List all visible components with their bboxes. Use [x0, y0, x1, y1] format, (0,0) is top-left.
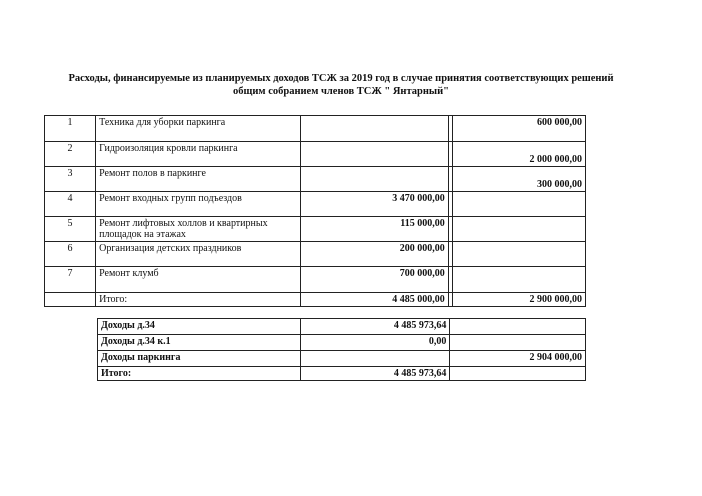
row-number: 2: [45, 142, 96, 167]
table-row: [98, 319, 586, 335]
row-description: Организация детских праздников: [96, 242, 301, 267]
row-description: Ремонт клумб: [96, 267, 301, 293]
amount-col-a: 3 470 000,00: [301, 192, 448, 217]
income-col-a: 0,00: [300, 335, 449, 351]
table-row: [45, 167, 586, 192]
row-description: Ремонт входных групп подъездов: [96, 192, 301, 217]
amount-col-a: 115 000,00: [301, 217, 448, 242]
income-total-label: Итого:: [98, 367, 301, 381]
row-description: Ремонт лифтовых холлов и квартирных площадок на этажах: [96, 217, 301, 242]
income-description: Доходы д.34 к.1: [98, 335, 301, 351]
row-description: Ремонт полов в паркинге: [96, 167, 301, 192]
table-row: [45, 267, 586, 293]
total-label: Итого:: [96, 293, 301, 307]
income-total-col-a: 4 485 973,64: [300, 367, 449, 381]
row-number: 4: [45, 192, 96, 217]
total-col-b: 2 900 000,00: [452, 293, 585, 307]
amount-col-b: 2 000 000,00: [452, 142, 585, 167]
table-row: [45, 217, 586, 242]
row-number: 5: [45, 217, 96, 242]
amount-col-b: 300 000,00: [452, 167, 585, 192]
amount-col-a: [301, 167, 448, 192]
amount-col-a: [301, 116, 448, 142]
amount-col-b: 600 000,00: [452, 116, 585, 142]
table-row: [45, 242, 586, 267]
expenses-table: [44, 115, 586, 307]
income-col-a: 4 485 973,64: [300, 319, 449, 335]
amount-col-b: [452, 217, 585, 242]
amount-col-b: [452, 192, 585, 217]
income-total-col-b: [450, 367, 586, 381]
title-line-2: общим собранием членов ТСЖ " Янтарный": [233, 86, 449, 97]
amount-col-b: [452, 242, 585, 267]
amount-col-a: 700 000,00: [301, 267, 448, 293]
row-number: 3: [45, 167, 96, 192]
total-row: [45, 293, 586, 307]
title-line-1: Расходы, финансируемые из планируемых доходов ТСЖ за 2019 год в случае принятия соответствующих решений: [68, 73, 614, 84]
income-col-b: 2 904 000,00: [450, 351, 586, 367]
row-description: Техника для уборки паркинга: [96, 116, 301, 142]
table-row: [45, 116, 586, 142]
amount-col-a: 200 000,00: [301, 242, 448, 267]
income-description: Доходы паркинга: [98, 351, 301, 367]
income-col-a: [300, 351, 449, 367]
row-number: [45, 293, 96, 307]
total-row: [98, 367, 586, 381]
row-number: 6: [45, 242, 96, 267]
total-col-a: 4 485 000,00: [301, 293, 448, 307]
table-row: [45, 142, 586, 167]
document-title: [20, 72, 662, 98]
table-row: [98, 351, 586, 367]
income-table: [97, 318, 586, 381]
row-number: 7: [45, 267, 96, 293]
amount-col-a: [301, 142, 448, 167]
income-description: Доходы д.34: [98, 319, 301, 335]
row-description: Гидроизоляция кровли паркинга: [96, 142, 301, 167]
income-col-b: [450, 335, 586, 351]
table-row: [45, 192, 586, 217]
row-number: 1: [45, 116, 96, 142]
amount-col-b: [452, 267, 585, 293]
income-col-b: [450, 319, 586, 335]
table-row: [98, 335, 586, 351]
